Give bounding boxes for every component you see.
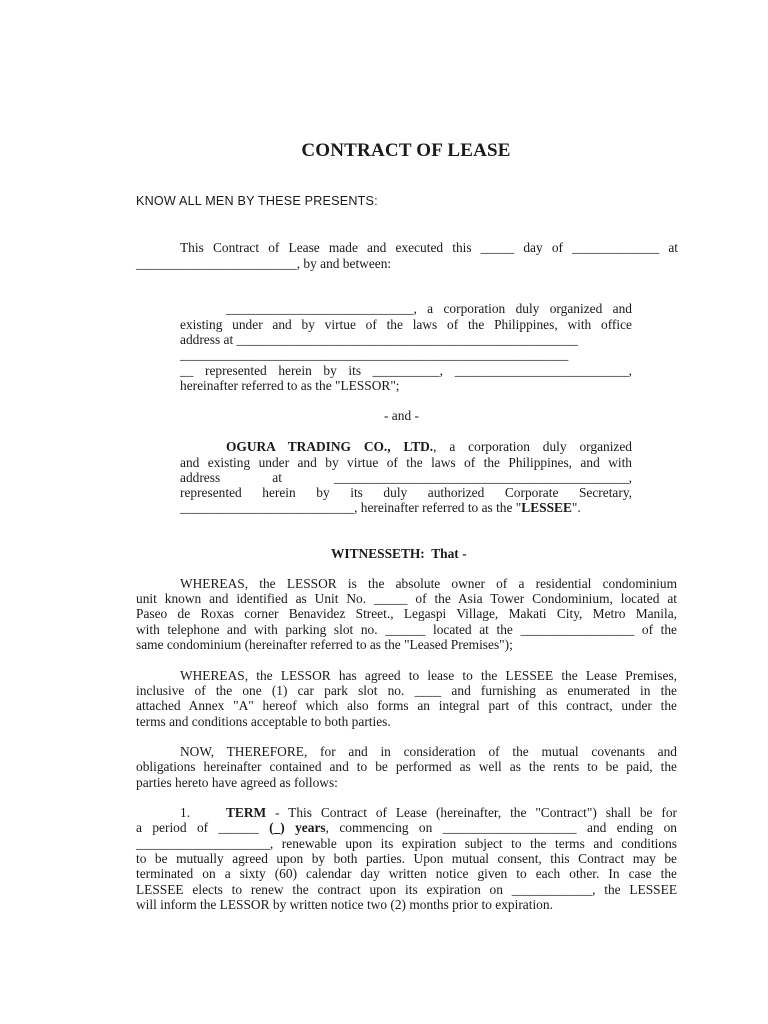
- term-line: [136, 820, 677, 835]
- lessor-line: address at ___________________________________________________: [180, 332, 578, 347]
- lessee-line: represented herein by its duly authorized Corporate Secretary,: [180, 485, 632, 500]
- lessor-line: hereinafter referred to as the "LESSOR";: [180, 378, 400, 393]
- term-line: LESSEE elects to renew the contract upon its expiration on ____________, the LESSEE: [136, 882, 677, 897]
- now-therefore-line: parties hereto have agreed as follows:: [136, 775, 338, 790]
- now-therefore-line: NOW, THEREFORE, for and in consideration of the mutual covenants and: [180, 744, 677, 759]
- lessor-line: existing under and by virtue of the laws of the Philippines, with office: [180, 317, 632, 332]
- term-heading: TERM: [226, 805, 267, 820]
- term-line: will inform the LESSOR by written notice two (2) months prior to expiration.: [136, 897, 553, 912]
- whereas-line: attached Annex "A" hereof which also forms an integral part of this contract, under the: [136, 698, 677, 713]
- lessee-line: and existing under and by virtue of the laws of the Philippines, and with: [180, 455, 632, 470]
- lessor-line: __ represented herein by its __________, __________________________,: [180, 363, 632, 378]
- intro-line: This Contract of Lease made and executed this _____ day of _____________ at: [180, 240, 678, 255]
- intro-line: ________________________, by and between:: [136, 256, 392, 271]
- and-separator: - and -: [384, 408, 419, 423]
- document-title: CONTRACT OF LEASE: [301, 140, 511, 161]
- whereas-line: WHEREAS, the LESSOR is the absolute owner of a residential condominium: [180, 576, 677, 591]
- term-line-rest: - This Contract of Lease (hereinafter, the "Contract") shall be for: [266, 805, 677, 820]
- lessee-line-pre: __________________________, hereinafter referred to as the ": [180, 500, 522, 515]
- whereas-line: with telephone and with parking slot no. ______ located at the _________________ of the: [136, 622, 677, 637]
- clause-number: 1.: [180, 805, 191, 820]
- term-line: terminated on a sixty (60) calendar day written notice given to each other. In case the: [136, 866, 677, 881]
- lessor-line: __________________________________________________________: [180, 347, 569, 362]
- term-line-post: , commencing on ____________________ and ending on: [325, 820, 677, 835]
- lessee-line: address at ____________________________________________,: [180, 470, 632, 485]
- lessee-line: [226, 439, 632, 454]
- whereas-line: inclusive of the one (1) car park slot no. ____ and furnishing as enumerated in the: [136, 683, 677, 698]
- witnesseth-heading: WITNESSETH: That -: [331, 546, 467, 561]
- lessee-line-post: ".: [571, 500, 581, 515]
- lessee-line-rest: , a corporation duly organized: [433, 439, 633, 454]
- term-years: (_) years: [269, 820, 326, 835]
- whereas-line: terms and conditions acceptable to both parties.: [136, 714, 391, 729]
- term-line: [226, 805, 677, 820]
- lessor-line: ____________________________, a corporation duly organized and: [226, 301, 632, 316]
- preamble: KNOW ALL MEN BY THESE PRESENTS:: [136, 194, 378, 208]
- lessee-line: [180, 500, 581, 515]
- lessee-label: LESSEE: [521, 500, 572, 515]
- term-line: ____________________, renewable upon its expiration subject to the terms and conditions: [136, 836, 677, 851]
- whereas-line: same condominium (hereinafter referred to as the "Leased Premises");: [136, 637, 513, 652]
- lessee-name: OGURA TRADING CO., LTD.: [226, 439, 434, 454]
- term-line-pre: a period of ______: [136, 820, 270, 835]
- whereas-line: Paseo de Roxas corner Benavidez Street., Legaspi Village, Makati City, Metro Manila,: [136, 606, 677, 621]
- whereas-line: unit known and identified as Unit No. _____ of the Asia Tower Condominium, located at: [136, 591, 677, 606]
- whereas-line: WHEREAS, the LESSOR has agreed to lease to the LESSEE the Lease Premises,: [180, 668, 677, 683]
- now-therefore-line: obligations hereinafter contained and to be performed as well as the rents to be paid, the: [136, 759, 677, 774]
- term-line: to be mutually agreed upon by both parties. Upon mutual consent, this Contract may be: [136, 851, 677, 866]
